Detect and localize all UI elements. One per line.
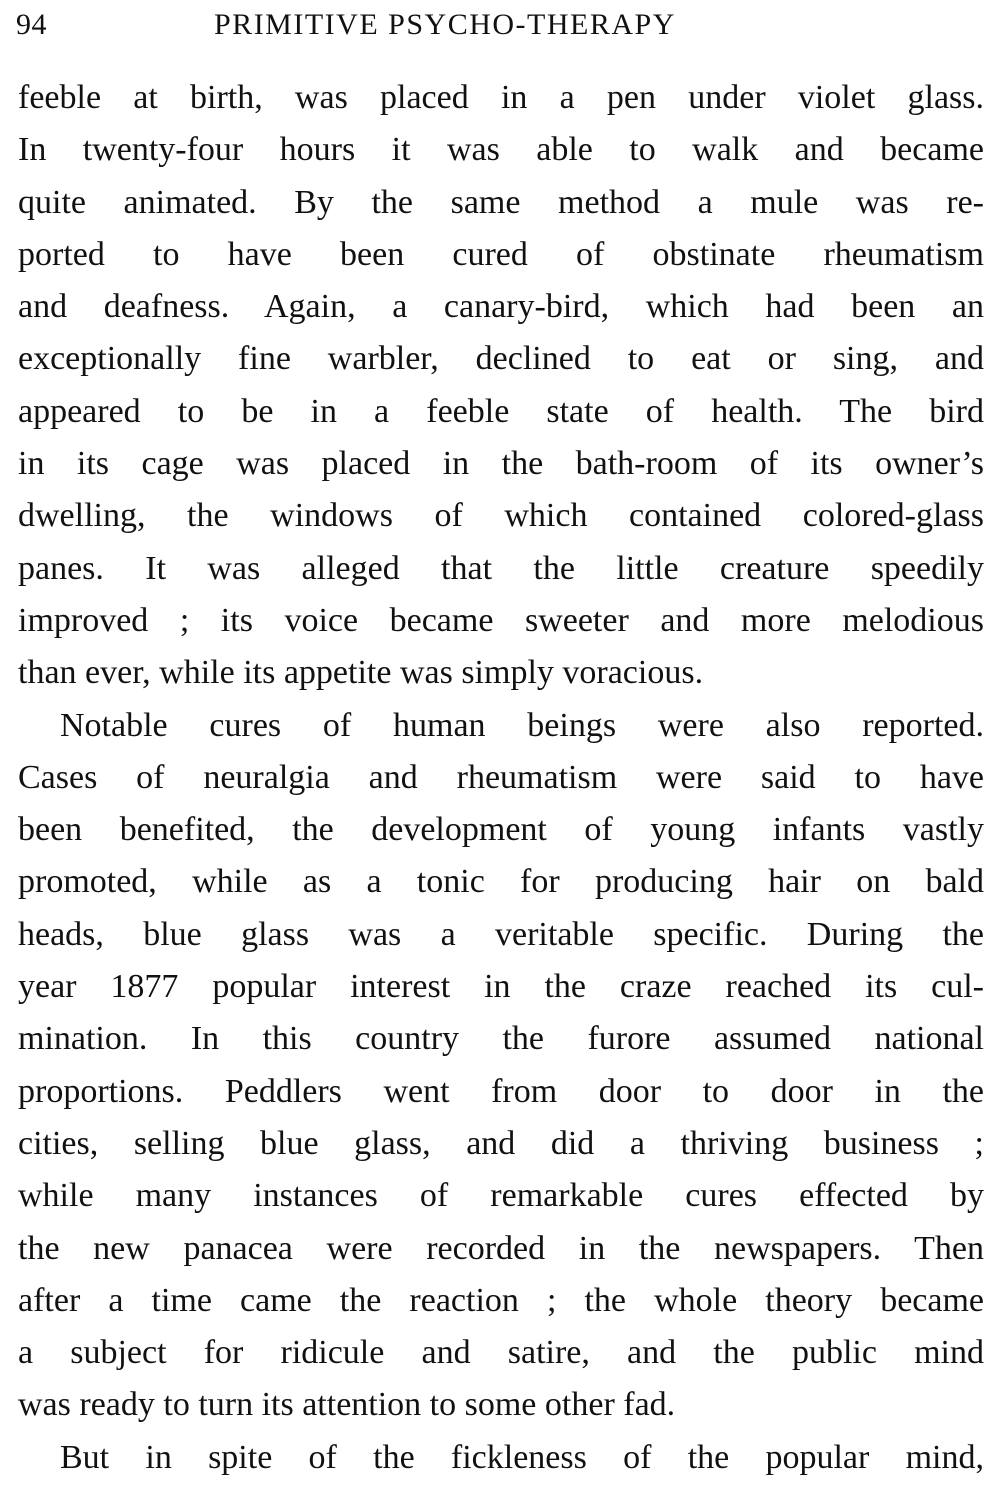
- text-line: Cases of neuralgia and rheumatism were said to have: [18, 758, 984, 796]
- text-line: improved ; its voice became sweeter and more melodious: [18, 601, 984, 639]
- paragraph-2: [18, 700, 984, 1432]
- text-line: mination. In this country the furore assumed national: [18, 1020, 984, 1058]
- text-line: the new panacea were recorded in the newspapers. Then: [18, 1229, 984, 1267]
- text-line: and deafness. Again, a canary-bird, which had been an: [18, 288, 984, 326]
- text-line: heads, blue glass was a veritable specific. During the: [18, 915, 984, 953]
- text-line: after a time came the reaction ; the whole theory became: [18, 1281, 984, 1319]
- text-line: proportions. Peddlers went from door to door in the: [18, 1072, 984, 1110]
- text-line: exceptionally fine warbler, declined to eat or sing, and: [18, 340, 984, 378]
- text-line: Notable cures of human beings were also reported.: [60, 706, 984, 744]
- text-line: was ready to turn its attention to some other fad.: [18, 1386, 676, 1424]
- text-line: promoted, while as a tonic for producing hair on bald: [18, 863, 984, 901]
- text-line: than ever, while its appetite was simply voracious.: [18, 654, 704, 692]
- text-line: In twenty-four hours it was able to walk and became: [18, 131, 984, 169]
- text-line: panes. It was alleged that the little creature speedily: [18, 549, 984, 587]
- paragraph-1: [18, 72, 984, 700]
- text-line: appeared to be in a feeble state of health. The bird: [18, 392, 984, 430]
- text-line: been benefited, the development of young infants vastly: [18, 811, 984, 849]
- page-number: 94: [16, 8, 47, 41]
- text-line: quite animated. By the same method a mule was re-: [18, 183, 984, 221]
- text-line: cities, selling blue glass, and did a thriving business ;: [18, 1124, 984, 1162]
- text-line: a subject for ridicule and satire, and the public mind: [18, 1334, 984, 1372]
- body-text: [18, 72, 984, 1484]
- text-line: ported to have been cured of obstinate rheumatism: [18, 235, 984, 273]
- text-line: year 1877 popular interest in the craze reached its cul-: [18, 968, 984, 1006]
- text-line: dwelling, the windows of which contained colored-glass: [18, 497, 984, 535]
- page-header: [14, 6, 986, 50]
- text-line: while many instances of remarkable cures effected by: [18, 1177, 984, 1215]
- text-line: in its cage was placed in the bath-room of its owner’s: [18, 445, 984, 483]
- text-line: But in spite of the fickleness of the popular mind,: [60, 1438, 984, 1476]
- running-head: PRIMITIVE PSYCHO-THERAPY: [214, 8, 676, 41]
- paragraph-3: [18, 1432, 984, 1484]
- text-line: feeble at birth, was placed in a pen under violet glass.: [18, 79, 984, 116]
